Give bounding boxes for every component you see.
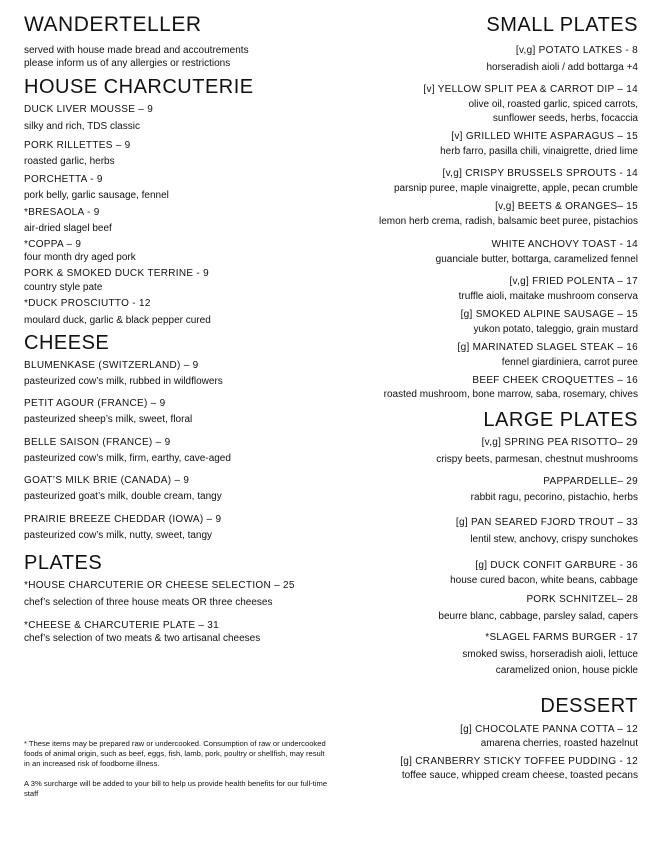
menu-item-desc: horseradish aioli / add bottarga +4 xyxy=(486,62,638,73)
menu-item-name: BEEF CHEEK CROQUETTES – 16 xyxy=(472,375,638,386)
menu-item-name: *SLAGEL FARMS BURGER - 17 xyxy=(485,632,638,643)
plates-heading: PLATES xyxy=(24,552,103,574)
menu-item-name: PORK RILLETTES – 9 xyxy=(24,140,131,151)
menu-item-name: *HOUSE CHARCUTERIE OR CHEESE SELECTION – 25 xyxy=(24,580,295,591)
menu-item-desc: lentil stew, anchovy, crispy sunchokes xyxy=(470,534,638,545)
menu-item-desc: parsnip puree, maple vinaigrette, apple, pecan crumble xyxy=(393,183,638,194)
menu-item-desc: fennel giardiniera, carrot puree xyxy=(501,357,638,368)
menu-item-name: *BRESAOLA - 9 xyxy=(24,207,100,218)
menu-item-name: [g] PAN SEARED FJORD TROUT – 33 xyxy=(455,517,638,528)
menu-item-desc: chef’s selection of three house meats OR three cheeses xyxy=(24,597,273,608)
menu-item-desc: lemon herb crema, radish, balsamic beet puree, pistachios xyxy=(378,216,638,227)
menu-item-desc: roasted mushroom, bone marrow, saba, rosemary, chives xyxy=(383,389,638,400)
menu-item-desc: smoked swiss, horseradish aioli, lettuce xyxy=(462,649,638,660)
menu-item-desc: country style pate xyxy=(24,282,103,293)
menu-item-name: [g] MARINATED SLAGEL STEAK – 16 xyxy=(457,342,638,353)
menu-item-name: BELLE SAISON (FRANCE) – 9 xyxy=(24,437,171,448)
menu-item-desc: pasteurized cow’s milk, firm, earthy, cave-aged xyxy=(24,453,231,464)
menu-item-name: PAPPARDELLE– 29 xyxy=(543,476,638,487)
menu-item-desc: pork belly, garlic sausage, fennel xyxy=(24,190,169,201)
menu-item-desc: air-dried slagel beef xyxy=(24,223,112,234)
menu-item-name: [g] DUCK CONFIT GARBURE - 36 xyxy=(475,560,638,571)
menu-item-desc: pasteurized sheep’s milk, sweet, floral xyxy=(24,414,193,425)
menu-item-desc: crispy beets, parmesan, chestnut mushrooms xyxy=(436,454,638,465)
menu-item-name: PRAIRIE BREEZE CHEDDAR (IOWA) – 9 xyxy=(24,514,222,525)
large-plates-heading: LARGE PLATES xyxy=(483,409,638,431)
menu-item-desc: pasteurized cow’s milk, nutty, sweet, tangy xyxy=(24,530,213,541)
menu-item-name: [v,g] FRIED POLENTA – 17 xyxy=(509,276,638,287)
menu-item-desc: herb farro, pasilla chili, vinaigrette, dried lime xyxy=(440,146,638,157)
surcharge-notice: A 3% surcharge will be added to your bill to help us provide health benefits for our full-time staff xyxy=(24,779,328,798)
menu-item-desc: yukon potato, taleggio, grain mustard xyxy=(473,324,638,335)
menu-item-name: PETIT AGOUR (FRANCE) – 9 xyxy=(24,398,166,409)
menu-item-name: [g] CRANBERRY STICKY TOFFEE PUDDING - 12 xyxy=(400,756,638,767)
menu-item-name: *COPPA – 9 xyxy=(24,239,82,250)
intro-line-1: served with house made bread and accoutrements xyxy=(24,45,249,56)
menu-item-desc: house cured bacon, white beans, cabbage xyxy=(450,575,638,586)
menu-item-name: [v,g] CRISPY BRUSSELS SPROUTS - 14 xyxy=(442,168,638,179)
menu-item-name: PORCHETTA - 9 xyxy=(24,174,103,185)
menu-item-desc: pasteurized goat’s milk, double cream, tangy xyxy=(24,491,222,502)
menu-item-name: PORK & SMOKED DUCK TERRINE - 9 xyxy=(24,268,209,279)
menu-item-name: DUCK LIVER MOUSSE – 9 xyxy=(24,104,154,115)
menu-item-desc: truffle aioli, maitake mushroom conserva xyxy=(458,291,638,302)
menu-item-name: [g] SMOKED ALPINE SAUSAGE – 15 xyxy=(460,309,638,320)
menu-item-name: [v] YELLOW SPLIT PEA & CARROT DIP – 14 xyxy=(423,84,638,95)
cheese-heading: CHEESE xyxy=(24,332,110,354)
menu-item-name: [v,g] POTATO LATKES - 8 xyxy=(515,45,638,56)
small-plates-heading: SMALL PLATES xyxy=(486,14,638,36)
menu-item-desc: caramelized onion, house pickle xyxy=(495,665,638,676)
menu-item-name: [g] CHOCOLATE PANNA COTTA – 12 xyxy=(460,724,638,735)
menu-item-desc: sunflower seeds, herbs, focaccia xyxy=(492,113,638,124)
restaurant-name: WANDERTELLER xyxy=(24,13,202,36)
menu-item-desc: rabbit ragu, pecorino, pistachio, herbs xyxy=(470,492,638,503)
menu-item-name: *CHEESE & CHARCUTERIE PLATE – 31 xyxy=(24,620,220,631)
intro-line-2: please inform us of any allergies or restrictions xyxy=(24,58,231,69)
menu-item-desc: amarena cherries, roasted hazelnut xyxy=(480,738,638,749)
menu-item-name: *DUCK PROSCIUTTO - 12 xyxy=(24,298,151,309)
menu-item-name: [v,g] SPRING PEA RISOTTO– 29 xyxy=(481,437,638,448)
menu-item-name: [v,g] BEETS & ORANGES– 15 xyxy=(495,201,638,212)
menu-item-name: PORK SCHNITZEL– 28 xyxy=(526,594,638,605)
menu-item-desc: moulard duck, garlic & black pepper cured xyxy=(24,315,211,326)
menu-item-name: BLUMENKASE (SWITZERLAND) – 9 xyxy=(24,360,199,371)
menu-item-desc: guanciale butter, bottarga, caramelized fennel xyxy=(435,254,638,265)
dessert-heading: DESSERT xyxy=(540,695,638,717)
menu-item-desc: roasted garlic, herbs xyxy=(24,156,115,167)
menu-item-name: [v] GRILLED WHITE ASPARAGUS – 15 xyxy=(451,131,638,142)
house-charcuterie-heading: HOUSE CHARCUTERIE xyxy=(24,76,254,98)
menu-item-desc: toffee sauce, whipped cream cheese, toasted pecans xyxy=(401,770,638,781)
menu-item-desc: four month dry aged pork xyxy=(24,252,136,263)
raw-food-warning: * These items may be prepared raw or undercooked. Consumption of raw or undercooked foods of animal origin, such as beef, eggs, fish, lamb, pork, poultry or shellfish, may result in an increased risk of foodborne illness. xyxy=(24,739,326,768)
menu-item-desc: olive oil, roasted garlic, spiced carrots, xyxy=(468,99,638,110)
menu-item-desc: silky and rich, TDS classic xyxy=(24,121,140,132)
menu-item-desc: pasteurized cow’s milk, rubbed in wildflowers xyxy=(24,376,223,387)
menu-item-name: GOAT’S MILK BRIE (CANADA) – 9 xyxy=(24,475,190,486)
menu-item-name: WHITE ANCHOVY TOAST - 14 xyxy=(491,239,638,250)
menu-item-desc: beurre blanc, cabbage, parsley salad, capers xyxy=(438,611,638,622)
menu-item-desc: chef’s selection of two meats & two artisanal cheeses xyxy=(24,633,261,644)
